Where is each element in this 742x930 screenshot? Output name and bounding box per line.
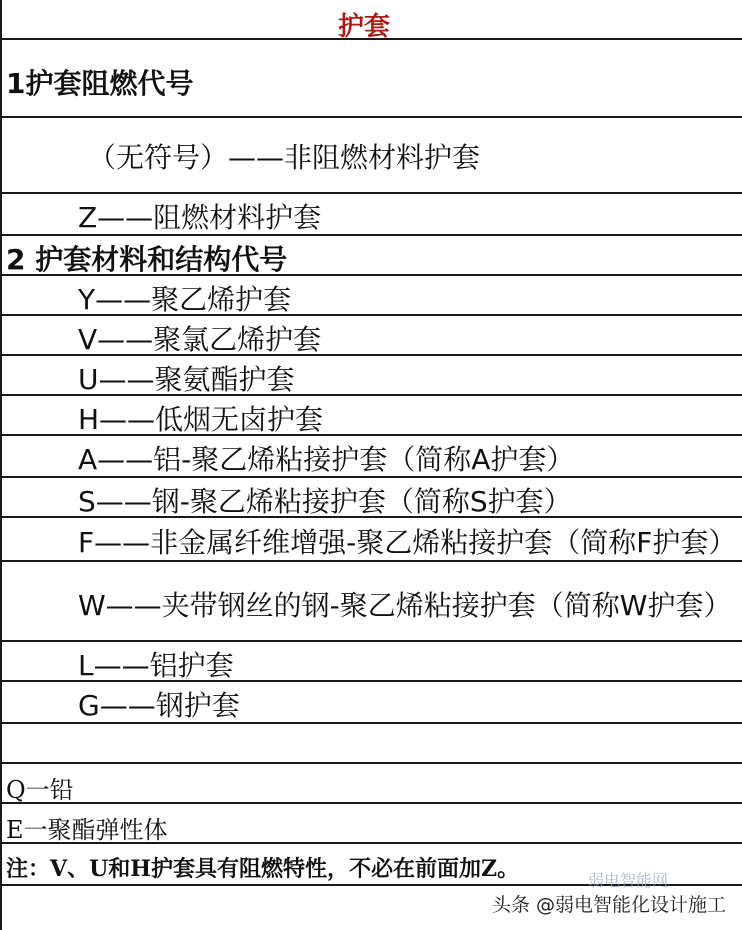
table-row-title bbox=[0, 0, 742, 40]
code-h: H——低烟无卤护套 bbox=[78, 403, 324, 436]
code-w: W——夹带钢丝的钢-聚乙烯粘接护套（简称W护套） bbox=[78, 589, 732, 622]
watermark-faint: 弱电智能网 bbox=[588, 871, 669, 890]
table-row-section-1 bbox=[0, 40, 742, 118]
code-f: F——非金属纤维增强-聚乙烯粘接护套（简称F护套） bbox=[78, 526, 737, 559]
table-row bbox=[0, 562, 742, 642]
table-row bbox=[0, 356, 742, 396]
table-row bbox=[0, 642, 742, 682]
table-row bbox=[0, 316, 742, 356]
table-row-section-2 bbox=[0, 236, 742, 276]
code-z: Z——阻燃材料护套 bbox=[78, 201, 322, 234]
table-row bbox=[0, 396, 742, 436]
table-row bbox=[0, 804, 742, 844]
code-a: A——铝-聚乙烯粘接护套（简称A护套） bbox=[78, 443, 575, 476]
table-row bbox=[0, 518, 742, 562]
code-q: Q一铅 bbox=[6, 776, 74, 804]
code-g: G——钢护套 bbox=[78, 689, 240, 722]
note-text: 注：V、U和H护套具有阻燃特性，不必在前面加Z。 bbox=[6, 856, 520, 882]
code-l: L——铝护套 bbox=[78, 649, 234, 682]
table-row bbox=[0, 478, 742, 518]
table-row bbox=[0, 682, 742, 724]
table-row bbox=[0, 436, 742, 478]
code-s: S——钢-聚乙烯粘接护套（简称S护套） bbox=[78, 485, 572, 518]
table-row-empty bbox=[0, 724, 742, 764]
table-row-no-symbol bbox=[0, 118, 742, 194]
section-1-heading: 1护套阻燃代号 bbox=[6, 67, 194, 100]
table-row bbox=[0, 276, 742, 316]
watermark: 头条 @弱电智能化设计施工 bbox=[492, 894, 727, 916]
code-u: U——聚氨酯护套 bbox=[78, 363, 295, 396]
section-2-heading: 2 护套材料和结构代号 bbox=[6, 243, 288, 276]
table-row bbox=[0, 764, 742, 804]
code-no-symbol: （无符号）——非阻燃材料护套 bbox=[88, 141, 481, 174]
page-title: 护套 bbox=[338, 12, 391, 40]
code-e: E一聚酯弹性体 bbox=[6, 816, 168, 844]
table-row-z bbox=[0, 194, 742, 236]
code-v: V——聚氯乙烯护套 bbox=[78, 323, 322, 356]
code-y: Y——聚乙烯护套 bbox=[78, 283, 292, 316]
